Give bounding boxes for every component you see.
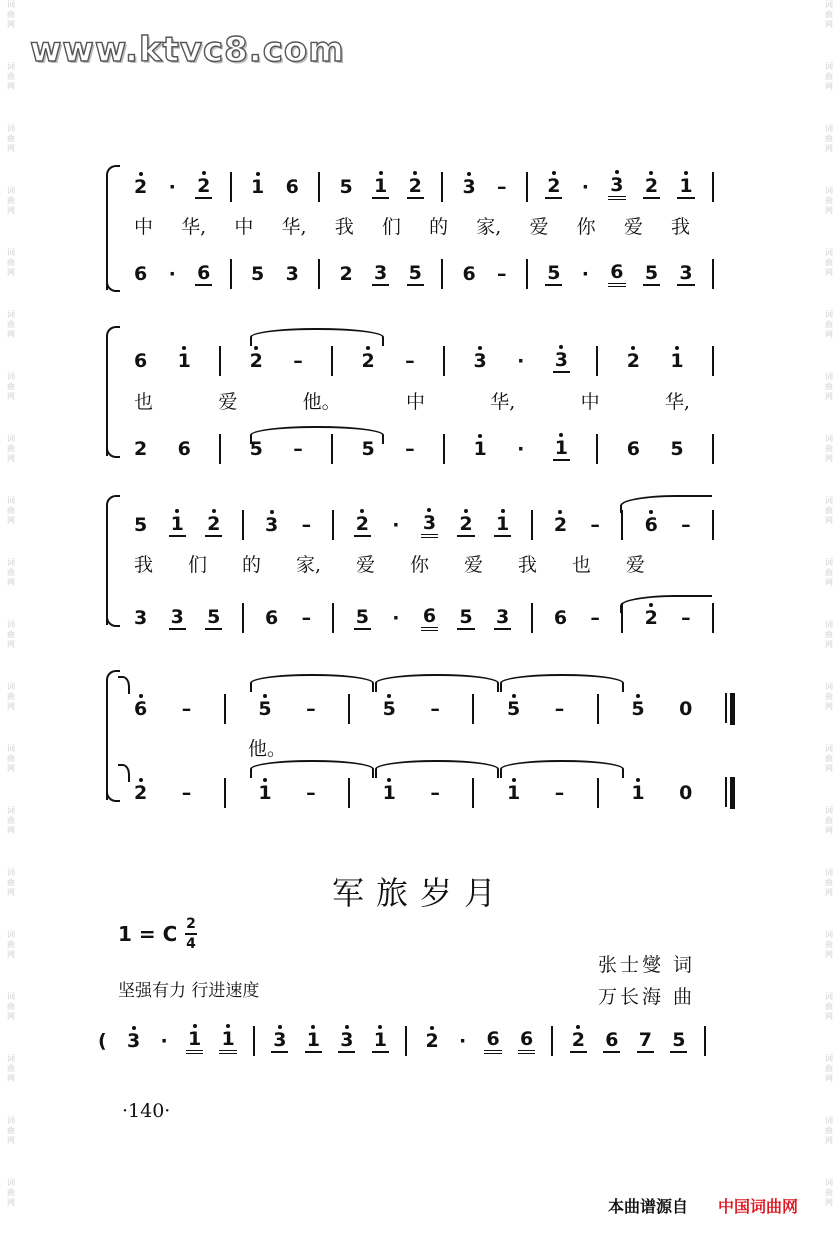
lyric-syllable: 你: [409, 553, 429, 576]
note: 1: [506, 782, 521, 804]
lyric-syllable: 爱: [529, 215, 549, 238]
barline: [712, 259, 714, 289]
score-system-2: [100, 326, 720, 466]
note: 1: [186, 1028, 203, 1054]
dash-symbol: –: [405, 350, 415, 372]
barline: [219, 434, 221, 464]
barline: [230, 172, 232, 202]
note: 1: [170, 513, 184, 535]
note: 6: [484, 1028, 501, 1054]
lyrics-line: [132, 383, 692, 417]
bass-line: [132, 601, 714, 635]
dash-symbol: –: [554, 782, 565, 804]
note: 2: [355, 513, 369, 535]
note: 1: [374, 175, 388, 197]
lyric-syllable: 爱: [623, 215, 643, 238]
margin-mark: 词 曲 网: [825, 434, 833, 463]
barline: [253, 1026, 255, 1056]
note: 1: [219, 1028, 236, 1054]
dot-symbol: ·: [168, 263, 176, 285]
lyric-syllable: 家,: [476, 215, 502, 238]
barline: [348, 778, 350, 808]
note: 3: [462, 176, 476, 198]
margin-mark: 词 曲 网: [825, 744, 833, 773]
lyric-syllable: 华,: [281, 215, 307, 238]
note: 2: [207, 513, 221, 535]
dash-symbol: –: [301, 607, 312, 629]
note: 3: [340, 1029, 354, 1051]
margin-mark: 词 曲 网: [7, 558, 15, 587]
melody-line: [132, 344, 714, 378]
margin-mark: 词 曲 网: [825, 186, 833, 215]
lyric-syllable: 中: [405, 390, 425, 413]
note: (: [98, 1030, 107, 1052]
margin-mark: 词 曲 网: [825, 496, 833, 525]
dash-symbol: –: [293, 438, 303, 460]
barline: [443, 434, 445, 464]
note: 5: [355, 606, 369, 628]
note: 1: [679, 175, 693, 197]
margin-mark: 词 曲 网: [825, 248, 833, 277]
barline: [242, 603, 244, 633]
note: 3: [473, 350, 487, 372]
lyricist-credit: 张士燮 词: [598, 954, 696, 976]
note: 2: [553, 514, 568, 536]
score-system-4: [100, 670, 720, 810]
lyric-syllable: 们: [187, 553, 207, 576]
bass-line: [132, 432, 714, 466]
margin-mark: 词 曲 网: [825, 558, 833, 587]
note: 2: [197, 175, 211, 197]
margin-mark: 词 曲 网: [825, 1178, 833, 1207]
note: 3: [134, 607, 148, 629]
barline: [531, 603, 533, 633]
barline: [712, 346, 714, 376]
note: 5: [506, 698, 521, 720]
margin-mark: 词 曲 网: [7, 620, 15, 649]
margin-mark: 词 曲 网: [825, 1116, 833, 1145]
margin-mark: 词 曲 网: [825, 806, 833, 835]
note: 3: [495, 606, 510, 628]
note: 6: [644, 514, 658, 536]
page-number: ·140·: [122, 1100, 171, 1122]
margin-mark: 词 曲 网: [825, 868, 833, 897]
margin-mark: 词 曲 网: [825, 682, 833, 711]
margin-mark: 词 曲 网: [7, 682, 15, 711]
note: 5: [631, 698, 645, 720]
note: 2: [626, 350, 640, 372]
lyric-syllable: 我: [334, 215, 354, 238]
lyric-syllable: 我: [670, 215, 690, 238]
lyric-syllable: 中: [580, 390, 600, 413]
note: 2: [644, 175, 659, 197]
barline: [596, 346, 598, 376]
dot-symbol: ·: [581, 263, 589, 285]
note: 5: [459, 606, 473, 628]
dash-symbol: –: [590, 514, 600, 536]
barline: [441, 259, 443, 289]
margin-mark: 词 曲 网: [825, 62, 833, 91]
note: 2: [134, 782, 148, 804]
barline: [526, 172, 528, 202]
dash-symbol: –: [497, 176, 507, 198]
dot-symbol: ·: [581, 176, 589, 198]
note: 2: [425, 1030, 439, 1052]
lyric-syllable: 华,: [181, 215, 207, 238]
barline: [242, 510, 244, 540]
dash-symbol: –: [293, 350, 303, 372]
dash-symbol: –: [405, 438, 415, 460]
margin-mark: 词 曲 网: [7, 744, 15, 773]
barline: [531, 510, 533, 540]
note: 3: [374, 262, 388, 284]
barline: [224, 694, 226, 724]
margin-mark: 词 曲 网: [7, 186, 15, 215]
time-signature: 2 4: [186, 916, 196, 952]
note: 3: [679, 262, 693, 284]
lyric-syllable: 的: [241, 553, 261, 576]
note: 3: [126, 1030, 141, 1052]
dash-symbol: –: [681, 607, 691, 629]
dash-symbol: –: [681, 514, 691, 536]
dash-symbol: –: [181, 782, 192, 804]
note: 3: [170, 606, 184, 628]
note: 5: [644, 262, 659, 284]
note: 6: [134, 263, 148, 285]
note: 5: [134, 514, 148, 536]
margin-mark: 词 曲 网: [825, 310, 833, 339]
lyric-syllable: 我: [517, 553, 537, 576]
tie-arc: [250, 674, 374, 692]
margin-mark: 词 曲 网: [825, 992, 833, 1021]
lyrics-line: [132, 208, 692, 242]
note: 3: [608, 174, 625, 200]
note: 5: [339, 176, 353, 198]
barline: [596, 434, 598, 464]
melody-line: [132, 508, 714, 542]
note: 1: [631, 782, 645, 804]
barline: [597, 778, 599, 808]
note: 1: [306, 1029, 320, 1051]
note: 0: [679, 698, 693, 720]
margin-mark: 词 曲 网: [7, 248, 15, 277]
note: 6: [265, 607, 279, 629]
dot-symbol: ·: [392, 514, 400, 536]
note: 2: [134, 176, 148, 198]
dash-symbol: –: [497, 263, 507, 285]
tempo-marking: 坚强有力 行进速度: [118, 981, 260, 1001]
intro-line: [96, 1024, 706, 1058]
note: 1: [473, 438, 487, 460]
final-barline: [725, 777, 735, 809]
note: 2: [361, 350, 375, 372]
dash-symbol: –: [301, 514, 312, 536]
watermark-url: www.ktvc8.com: [30, 30, 345, 70]
barline: [712, 172, 714, 202]
barline: [621, 510, 623, 540]
barline: [712, 434, 714, 464]
note: 1: [554, 437, 568, 459]
note: 0: [679, 782, 693, 804]
note: 6: [608, 261, 625, 287]
note: 3: [265, 514, 279, 536]
note: 1: [258, 782, 272, 804]
note: 3: [273, 1029, 287, 1051]
barline: [331, 434, 333, 464]
dash-symbol: –: [306, 698, 316, 720]
margin-mark: 词 曲 网: [7, 62, 15, 91]
lyric-syllable: 也: [134, 390, 154, 413]
barline: [331, 346, 333, 376]
composer-credit: 万长海 曲: [598, 986, 696, 1008]
lyric-syllable: 爱: [463, 553, 483, 576]
barline: [318, 259, 320, 289]
note: 2: [459, 513, 473, 535]
dash-symbol: –: [181, 698, 192, 720]
barline: [443, 346, 445, 376]
note: 6: [553, 607, 568, 629]
barline: [621, 603, 623, 633]
lyrics-line: [132, 546, 647, 580]
note: 1: [382, 782, 396, 804]
note: 6: [462, 263, 476, 285]
note: 6: [285, 176, 299, 198]
final-barline: [725, 693, 735, 725]
margin-mark: 词 曲 网: [7, 930, 15, 959]
barline: [551, 1026, 553, 1056]
note: 6: [134, 698, 148, 720]
key-signature: 1 = C: [118, 922, 178, 946]
tie-arc: [375, 674, 499, 692]
note: 6: [177, 438, 191, 460]
barline: [472, 778, 474, 808]
barline: [230, 259, 232, 289]
tie-arc: [118, 764, 130, 782]
lyric-syllable: 华,: [490, 390, 516, 413]
note: 5: [258, 698, 272, 720]
note: 2: [408, 175, 422, 197]
source-label: 本曲谱源自: [608, 1197, 689, 1216]
barline: [472, 694, 474, 724]
lyric-syllable: 华,: [664, 390, 690, 413]
barline: [712, 510, 714, 540]
note: 1: [177, 350, 191, 372]
note: 2: [249, 350, 263, 372]
lyric-syllable: 中: [134, 215, 154, 238]
lyric-syllable: 爱: [355, 553, 375, 576]
margin-mark: 词 曲 网: [7, 310, 15, 339]
dash-symbol: –: [430, 698, 440, 720]
margin-mark: 词 曲 网: [7, 1178, 15, 1207]
note: 5: [408, 262, 422, 284]
barline: [441, 172, 443, 202]
melody-line: [132, 170, 714, 204]
bass-line: [132, 257, 714, 291]
note: 2: [571, 1029, 585, 1051]
dot-symbol: ·: [160, 1030, 168, 1052]
right-margin-marks: [820, 0, 838, 1240]
margin-mark: 词 曲 网: [7, 1054, 15, 1083]
note: 7: [638, 1029, 652, 1051]
barline: [219, 346, 221, 376]
dash-symbol: –: [306, 782, 316, 804]
barline: [348, 694, 350, 724]
tie-arc: [118, 676, 130, 694]
barline: [318, 172, 320, 202]
dot-symbol: ·: [168, 176, 176, 198]
lyric-syllable: 也: [571, 553, 591, 576]
note: 1: [373, 1029, 387, 1051]
dot-symbol: ·: [458, 1030, 467, 1052]
tie-arc: [500, 674, 624, 692]
melody-line: [132, 692, 735, 726]
note: 5: [382, 698, 396, 720]
margin-mark: 词 曲 网: [7, 806, 15, 835]
barline: [526, 259, 528, 289]
score-system-1: [100, 165, 720, 300]
note: 1: [495, 513, 510, 535]
barline: [597, 694, 599, 724]
margin-mark: 词 曲 网: [7, 1116, 15, 1145]
note: 1: [251, 176, 265, 198]
note: 5: [547, 262, 561, 284]
margin-mark: 词 曲 网: [7, 0, 15, 29]
margin-mark: 词 曲 网: [825, 1054, 833, 1083]
note: 1: [670, 350, 684, 372]
note: 6: [421, 605, 438, 631]
note: 5: [361, 438, 375, 460]
barline: [332, 603, 334, 633]
margin-mark: 词 曲 网: [825, 620, 833, 649]
lyric-syllable: 你: [576, 215, 596, 238]
note: 5: [670, 438, 684, 460]
barline: [224, 778, 226, 808]
note: 3: [285, 263, 299, 285]
bass-line: [132, 776, 735, 810]
lyric-syllable: 中: [234, 215, 254, 238]
dot-symbol: ·: [517, 350, 525, 372]
dash-symbol: –: [590, 607, 600, 629]
margin-mark: 词 曲 网: [825, 372, 833, 401]
dot-symbol: ·: [517, 438, 525, 460]
note: 2: [134, 438, 148, 460]
margin-mark: 词 曲 网: [825, 124, 833, 153]
note: 5: [672, 1029, 686, 1051]
note: 2: [644, 607, 658, 629]
margin-mark: 词 曲 网: [7, 496, 15, 525]
source-site-link[interactable]: 中国词曲网: [718, 1197, 799, 1216]
margin-mark: 词 曲 网: [825, 0, 833, 29]
dash-symbol: –: [430, 782, 440, 804]
note: 6: [626, 438, 640, 460]
barline: [704, 1026, 706, 1056]
margin-mark: 词 曲 网: [7, 124, 15, 153]
left-margin-marks: [2, 0, 20, 1240]
barline: [405, 1026, 407, 1056]
lyric-syllable: 我: [134, 553, 154, 576]
note: 6: [197, 262, 211, 284]
note: 3: [554, 349, 568, 371]
note: 6: [605, 1029, 619, 1051]
lyric-syllable: 的: [429, 215, 449, 238]
score-system-3: [100, 495, 720, 635]
dash-symbol: –: [554, 698, 565, 720]
margin-mark: 词 曲 网: [7, 992, 15, 1021]
song-title: 军旅岁月: [331, 874, 508, 912]
lyric-syllable: 家,: [295, 553, 321, 576]
margin-mark: 词 曲 网: [7, 372, 15, 401]
dot-symbol: ·: [392, 607, 400, 629]
lyric-syllable: 他。: [248, 737, 287, 760]
note: 6: [134, 350, 148, 372]
lyric-syllable: 爱: [218, 390, 238, 413]
note: 5: [251, 263, 265, 285]
lyric-syllable: 爱: [625, 553, 645, 576]
barline: [712, 603, 714, 633]
note: 2: [339, 263, 353, 285]
note: 5: [207, 606, 221, 628]
lyric-syllable: 们: [381, 215, 401, 238]
margin-mark: 词 曲 网: [825, 930, 833, 959]
note: 5: [249, 438, 263, 460]
note: 3: [421, 512, 438, 538]
lyric-syllable: 他。: [302, 390, 341, 413]
margin-mark: 词 曲 网: [7, 868, 15, 897]
barline: [332, 510, 334, 540]
margin-mark: 词 曲 网: [7, 434, 15, 463]
lyrics-line: [246, 730, 306, 764]
note: 6: [518, 1028, 535, 1054]
note: 2: [547, 175, 561, 197]
